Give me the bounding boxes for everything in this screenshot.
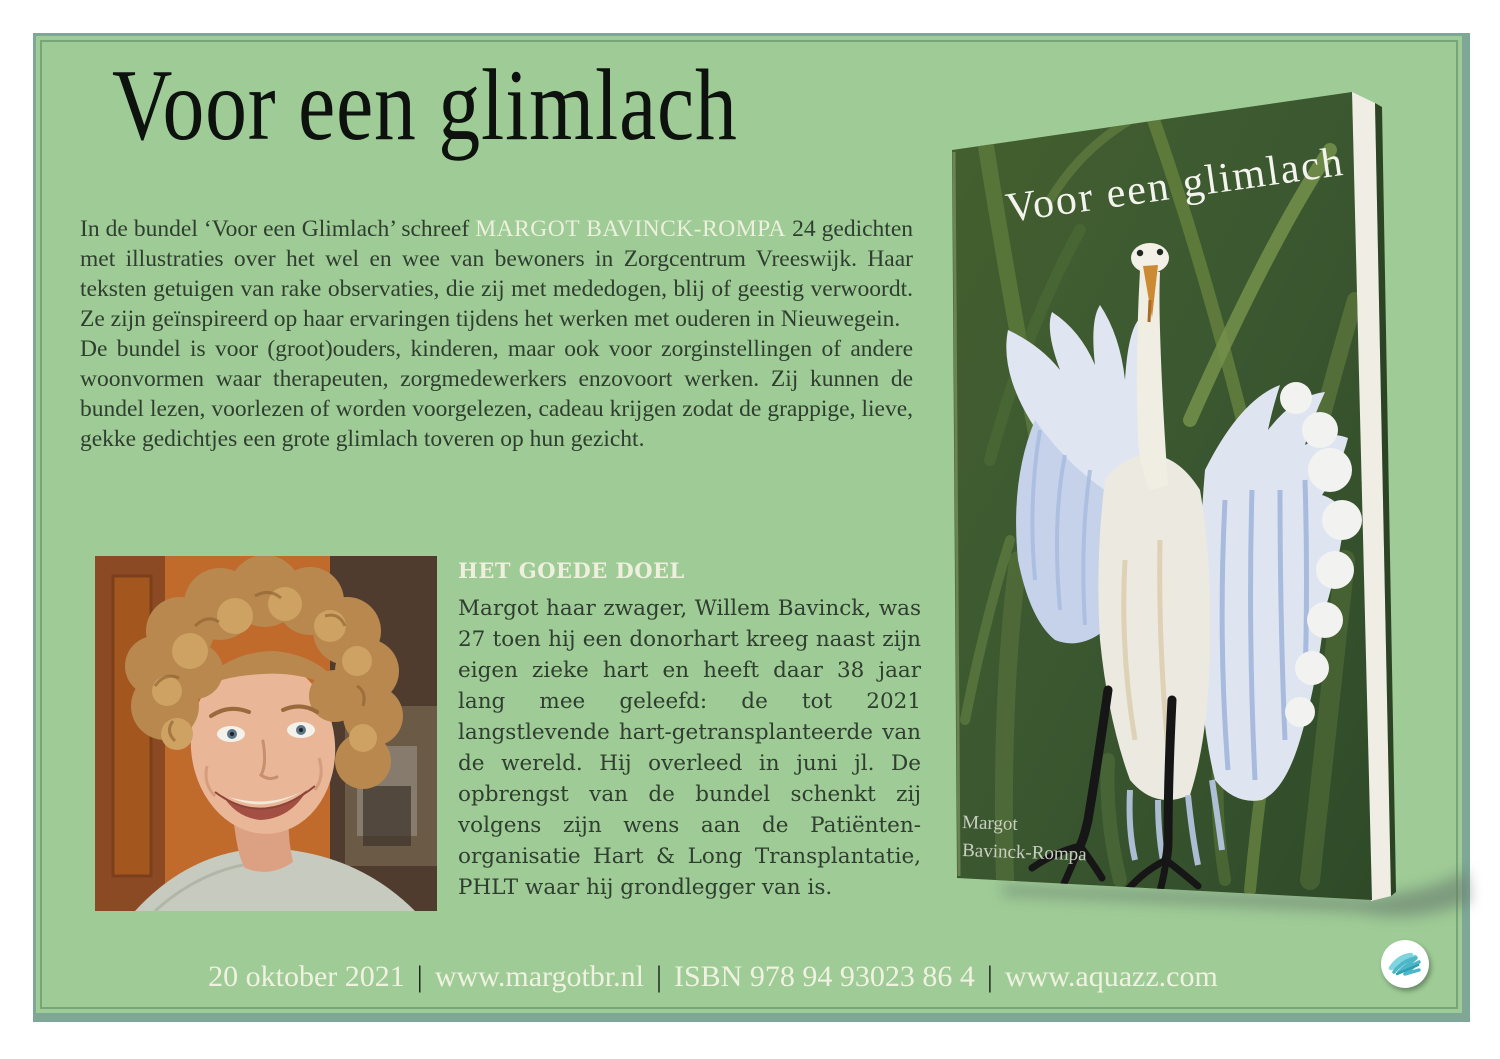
aquazz-logo <box>1381 940 1429 988</box>
footer-date: 20 oktober 2021 <box>208 960 405 993</box>
goede-doel-heading: HET GOEDE DOEL <box>458 558 685 583</box>
intro-text-after: 24 gedichten met illustraties over het wel en wee van bewoners in Zorgcentrum Vreeswijk. Haar teksten getuigen van rake observaties, die zij met mededogen, blij of geestig verwoordt. Ze zijn geïnspireerd op haar ervaringen tijdens het werken met ouderen in Nieuwegein. <box>80 216 913 332</box>
book-cover-title: Voor een glimlach <box>1002 138 1348 232</box>
intro-text-block <box>80 214 913 454</box>
author-photo-illustration <box>95 556 437 911</box>
book-author-line1: Margot <box>961 812 1019 835</box>
goede-doel-body: Margot haar zwager, Willem Bavinck, was 27 toen hij een donorhart kreeg naast zijn eigen zieke hart en heeft daar 38 jaar lang mee geleefd: de tot 2021 langstlevende hart-getransplanteerde van de wereld. Hij overleed in juni jl. De opbrengst van de bundel schenkt zij volgens zijn wens aan de Patiënten-organisatie Hart & Long Transplantatie, PHLT waar hij grondlegger van is. <box>458 596 921 900</box>
intro-text-before: In de bundel ‘Voor een Glimlach’ schreef <box>80 216 476 242</box>
footer-line <box>33 960 1393 994</box>
book-front-cover <box>952 92 1420 900</box>
footer-separator-3: | <box>986 960 993 993</box>
footer-website-margotbr: www.margotbr.nl <box>434 960 644 993</box>
intro-paragraph-1 <box>80 214 913 334</box>
page-title: Voor een glimlach <box>112 49 738 162</box>
author-name-highlight: MARGOT BAVINCK-ROMPA <box>475 216 787 242</box>
intro-paragraph-2: De bundel is voor (groot)ouders, kinderen, maar ook voor zorginstellingen of andere woonvormen waar therapeuten, zorgmedewerkers enzovoort werken. Zij kunnen de bundel lezen, voorlezen of worden voorgelezen, cadeau krijgen zodat de grappige, lieve, gekke gedichtjes een grote glimlach toveren op hun gezicht. <box>80 336 913 452</box>
footer-separator-1: | <box>416 960 423 993</box>
author-photo <box>95 556 437 911</box>
book-mockup <box>930 55 1490 955</box>
footer-separator-2: | <box>655 960 662 993</box>
book-author-line2: Bavinck-Rompa <box>961 840 1088 866</box>
aquazz-zz-icon <box>1385 944 1425 984</box>
footer-website-aquazz: www.aquazz.com <box>1004 960 1218 993</box>
footer-isbn: ISBN 978 94 93023 86 4 <box>673 960 975 993</box>
goede-doel-section <box>458 558 921 903</box>
